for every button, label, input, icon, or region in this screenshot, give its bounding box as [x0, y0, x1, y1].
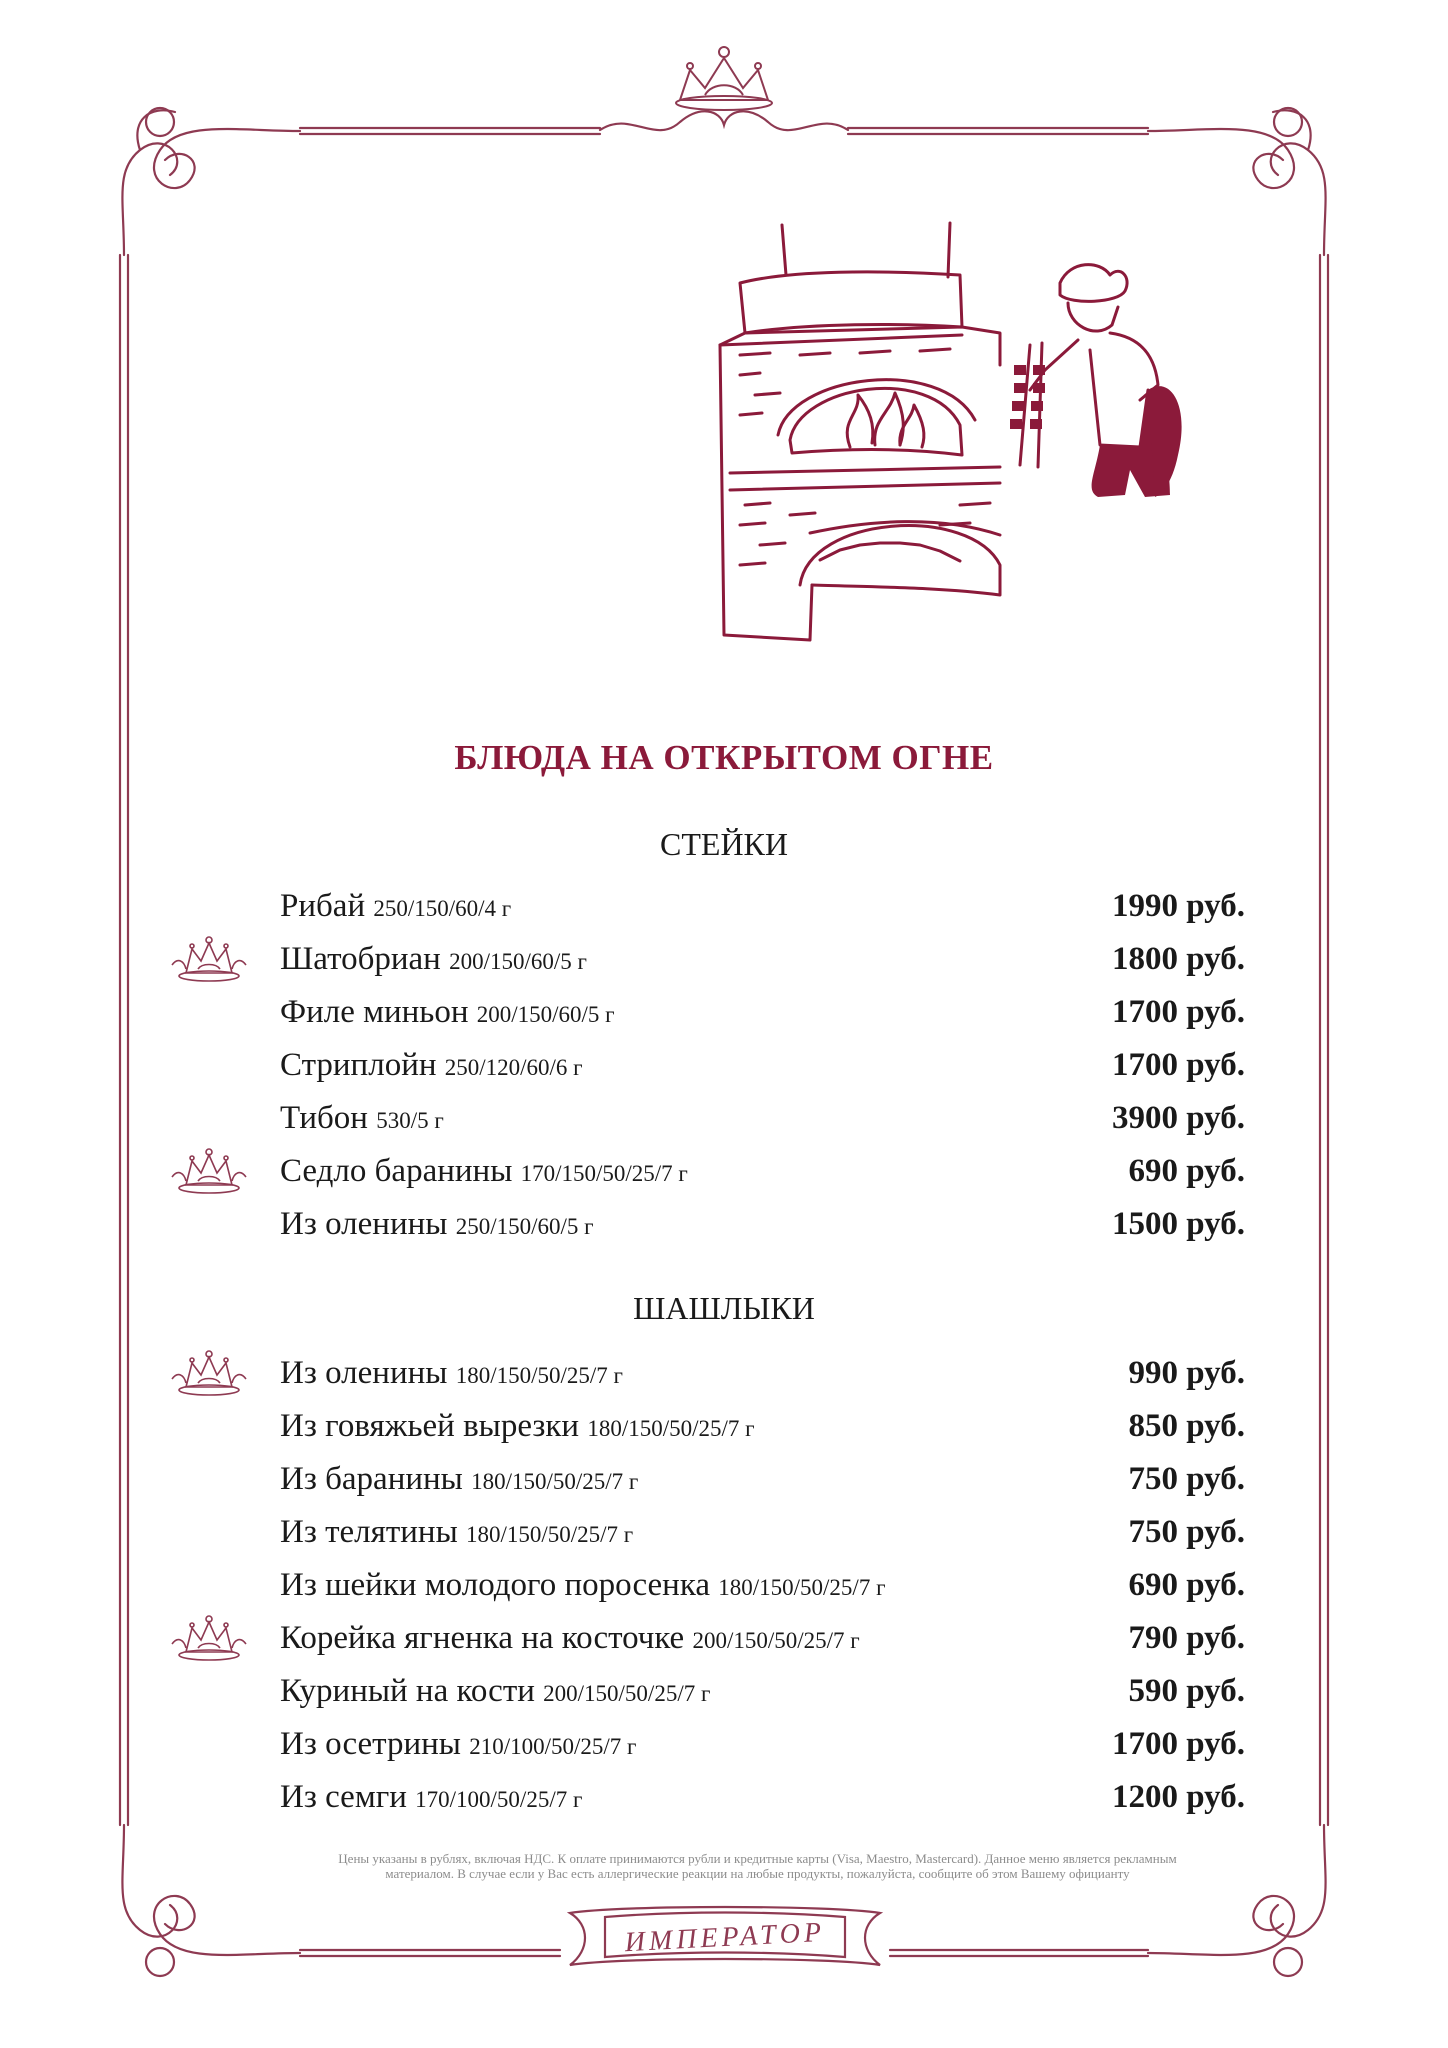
- brand-ribbon: [560, 1895, 890, 1995]
- dish-price: 850 руб.: [1128, 1408, 1245, 1444]
- dish-name: [280, 1620, 860, 1657]
- crown-icon: [168, 1614, 250, 1666]
- dish-title: Рибай: [280, 888, 366, 924]
- menu-item: [280, 1400, 1245, 1453]
- dish-title: Из семги: [280, 1779, 407, 1815]
- menu-item: [280, 1145, 1245, 1198]
- menu-heading: БЛЮДА НА ОТКРЫТОМ ОГНЕ: [454, 738, 994, 777]
- dish-price: 1700 руб.: [1112, 1047, 1245, 1083]
- dish-title: Куриный на кости: [280, 1673, 535, 1709]
- dish-name: [280, 1206, 594, 1243]
- dish-title: Стриплойн: [280, 1047, 445, 1083]
- dish-name: [280, 1047, 583, 1084]
- dish-weight: 170/100/50/25/7 г: [415, 1787, 583, 1812]
- dish-name: [280, 1673, 710, 1710]
- dish-weight: 200/150/50/25/7 г: [692, 1628, 860, 1653]
- dish-weight: 210/100/50/25/7 г: [469, 1734, 637, 1759]
- dish-weight: 250/150/60/4 г: [373, 896, 512, 921]
- dish-name: [280, 941, 587, 978]
- dish-name: [280, 1514, 633, 1551]
- brand-name: ИМПЕРАТОР: [623, 1916, 826, 1959]
- dish-title: Из шейки молодого поросенка: [280, 1567, 711, 1603]
- dish-weight: 170/150/50/25/7 г: [520, 1161, 688, 1186]
- crown-icon: [168, 1349, 250, 1401]
- dish-price: 1500 руб.: [1112, 1206, 1245, 1242]
- dish-name: [280, 1153, 688, 1190]
- dish-weight: 530/5 г: [376, 1108, 444, 1133]
- dish-price: 1800 руб.: [1112, 941, 1245, 977]
- top-crown-icon: [676, 47, 772, 110]
- dish-title: Из баранины: [280, 1461, 463, 1497]
- dish-price: 1200 руб.: [1112, 1779, 1245, 1815]
- dish-price: 990 руб.: [1128, 1355, 1245, 1391]
- menu-item: [280, 1665, 1245, 1718]
- dish-weight: 180/150/50/25/7 г: [587, 1416, 755, 1441]
- dish-weight: 180/150/50/25/7 г: [466, 1522, 634, 1547]
- dish-price: 1990 руб.: [1112, 888, 1245, 924]
- dish-title: Из говяжьей вырезки: [280, 1408, 580, 1444]
- menu-item: [280, 933, 1245, 986]
- dish-price: 690 руб.: [1128, 1567, 1245, 1603]
- menu-item: [280, 986, 1245, 1039]
- dish-name: [280, 994, 615, 1031]
- menu-item: [280, 1718, 1245, 1771]
- dish-title: Тибон: [280, 1100, 368, 1136]
- dish-price: 690 руб.: [1128, 1153, 1245, 1189]
- dish-name: [280, 1567, 886, 1604]
- menu-item: [280, 1506, 1245, 1559]
- dish-title: Из оленины: [280, 1206, 448, 1242]
- dish-weight: 200/150/60/5 г: [476, 1002, 615, 1027]
- menu-item: [280, 1039, 1245, 1092]
- dish-price: 3900 руб.: [1112, 1100, 1245, 1136]
- dish-price: 590 руб.: [1128, 1673, 1245, 1709]
- menu-item: [280, 880, 1245, 933]
- menu-item: [280, 1347, 1245, 1400]
- menu-item: [280, 1612, 1245, 1665]
- dish-weight: 180/150/50/25/7 г: [718, 1575, 886, 1600]
- menu-item: [280, 1453, 1245, 1506]
- dish-name: [280, 1355, 623, 1392]
- menu-item: [280, 1198, 1245, 1251]
- dish-weight: 250/150/60/5 г: [455, 1214, 594, 1239]
- dish-title: Из оленины: [280, 1355, 448, 1391]
- dish-name: [280, 1461, 638, 1498]
- dish-price: 790 руб.: [1128, 1620, 1245, 1656]
- dish-name: [280, 1408, 755, 1445]
- dish-price: 1700 руб.: [1112, 994, 1245, 1030]
- dish-weight: 180/150/50/25/7 г: [471, 1469, 639, 1494]
- dish-title: Из осетрины: [280, 1726, 461, 1762]
- dish-name: [280, 1726, 636, 1763]
- section-title: ШАШЛЫКИ: [633, 1290, 815, 1326]
- dish-weight: 200/150/50/25/7 г: [543, 1681, 711, 1706]
- menu-item: [280, 1092, 1245, 1145]
- dish-title: Из телятины: [280, 1514, 458, 1550]
- dish-weight: 250/120/60/6 г: [444, 1055, 583, 1080]
- dish-price: 750 руб.: [1128, 1461, 1245, 1497]
- menu-item: [280, 1559, 1245, 1612]
- dish-title: Филе миньон: [280, 994, 469, 1030]
- dish-weight: 200/150/60/5 г: [449, 949, 587, 974]
- dish-name: [280, 1100, 444, 1137]
- dish-price: 750 руб.: [1128, 1514, 1245, 1550]
- dish-weight: 180/150/50/25/7 г: [455, 1363, 623, 1388]
- dish-title: Седло баранины: [280, 1153, 513, 1189]
- section-title: СТЕЙКИ: [660, 826, 788, 862]
- grill-chef-illustration: [700, 215, 1260, 675]
- footnote-line-1: Цены указаны в рублях, включая НДС. К оплате принимаются рубли и кредитные карты (Visa, Maestro, Mastercard). Данное меню является рекламным: [338, 1851, 1177, 1866]
- dish-title: Шатобриан: [280, 941, 441, 977]
- dish-name: [280, 888, 511, 925]
- footnote: [270, 1851, 1245, 1881]
- dish-title: Корейка ягненка на косточке: [280, 1620, 685, 1656]
- crown-icon: [168, 1147, 250, 1199]
- menu-item: [280, 1771, 1245, 1824]
- footnote-line-2: материалом. В случае если у Вас есть аллергические реакции на любые продукты, пожалуйста, сообщите об этом Вашему официанту: [385, 1866, 1130, 1881]
- crown-icon: [168, 935, 250, 987]
- dish-price: 1700 руб.: [1112, 1726, 1245, 1762]
- dish-name: [280, 1779, 582, 1816]
